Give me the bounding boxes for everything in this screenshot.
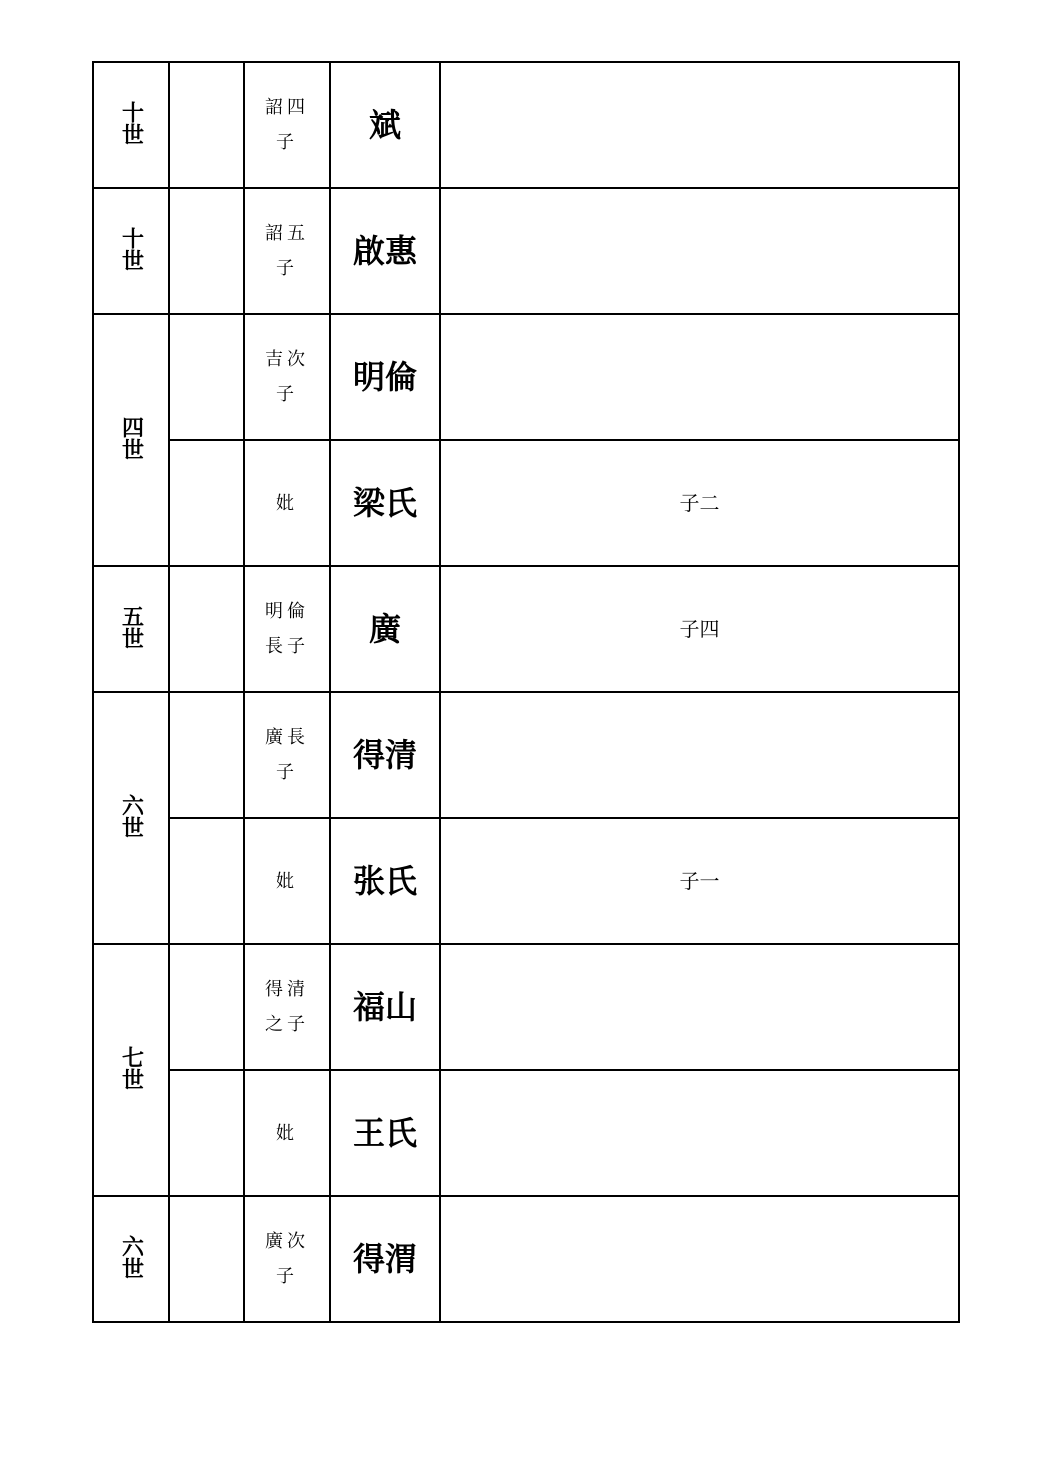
note-cell <box>440 1196 959 1322</box>
table-row <box>93 314 959 440</box>
generation-cell <box>93 314 169 566</box>
generation-label: 十世 <box>118 101 145 145</box>
blank-cell <box>169 314 244 440</box>
table-row <box>93 566 959 692</box>
relation-cell <box>244 1196 330 1322</box>
person-name: 福山 <box>352 988 417 1026</box>
relation-label: 妣 <box>276 1122 298 1144</box>
note-cell <box>440 314 959 440</box>
generation-cell <box>93 566 169 692</box>
name-cell <box>330 314 440 440</box>
relation-label: 吉次子 <box>265 349 309 405</box>
blank-cell <box>169 1070 244 1196</box>
relation-cell <box>244 566 330 692</box>
note-cell <box>440 440 959 566</box>
person-name: 斌 <box>368 106 401 144</box>
generation-label: 十世 <box>118 227 145 271</box>
table-row <box>93 692 959 818</box>
blank-cell <box>169 1196 244 1322</box>
blank-cell <box>169 188 244 314</box>
generation-label: 五世 <box>118 605 145 649</box>
table-row <box>93 62 959 188</box>
table-row <box>93 1196 959 1322</box>
generation-label: 六世 <box>118 1235 145 1279</box>
relation-label: 妣 <box>276 870 298 892</box>
generation-label: 四世 <box>118 416 145 460</box>
generation-cell <box>93 1196 169 1322</box>
person-name: 张氏 <box>352 862 417 900</box>
note-text: 子二 <box>679 491 720 515</box>
relation-cell <box>244 1070 330 1196</box>
generation-label: 六世 <box>118 794 145 838</box>
note-cell <box>440 62 959 188</box>
relation-cell <box>244 692 330 818</box>
name-cell <box>330 692 440 818</box>
note-cell <box>440 944 959 1070</box>
person-name: 王氏 <box>352 1114 417 1152</box>
generation-cell <box>93 62 169 188</box>
relation-label: 廣次子 <box>265 1231 309 1287</box>
relation-label: 妣 <box>276 492 298 514</box>
name-cell <box>330 818 440 944</box>
person-name: 得渭 <box>352 1240 417 1278</box>
generation-cell <box>93 944 169 1196</box>
person-name: 得清 <box>352 736 417 774</box>
relation-label: 詔五子 <box>265 223 309 279</box>
name-cell <box>330 188 440 314</box>
note-cell <box>440 188 959 314</box>
name-cell <box>330 1070 440 1196</box>
generation-label: 七世 <box>118 1046 145 1090</box>
relation-cell <box>244 440 330 566</box>
blank-cell <box>169 62 244 188</box>
name-cell <box>330 944 440 1070</box>
name-cell <box>330 440 440 566</box>
blank-cell <box>169 818 244 944</box>
relation-cell <box>244 314 330 440</box>
name-cell <box>330 1196 440 1322</box>
blank-cell <box>169 566 244 692</box>
relation-label: 得清之子 <box>265 979 309 1035</box>
generation-cell <box>93 692 169 944</box>
relation-label: 詔四子 <box>265 97 309 153</box>
table-row <box>93 944 959 1070</box>
person-name: 明倫 <box>352 358 417 396</box>
note-cell <box>440 566 959 692</box>
note-cell <box>440 692 959 818</box>
relation-cell <box>244 818 330 944</box>
genealogy-table <box>92 61 960 1323</box>
relation-label: 明倫長子 <box>265 601 309 657</box>
person-name: 梁氏 <box>352 484 417 522</box>
blank-cell <box>169 944 244 1070</box>
relation-cell <box>244 188 330 314</box>
note-text: 子四 <box>679 617 720 641</box>
relation-cell <box>244 944 330 1070</box>
name-cell <box>330 566 440 692</box>
blank-cell <box>169 440 244 566</box>
note-cell <box>440 818 959 944</box>
generation-cell <box>93 188 169 314</box>
relation-label: 廣長子 <box>265 727 309 783</box>
table-row <box>93 818 959 944</box>
person-name: 廣 <box>368 610 401 648</box>
name-cell <box>330 62 440 188</box>
table-row <box>93 1070 959 1196</box>
note-cell <box>440 1070 959 1196</box>
blank-cell <box>169 692 244 818</box>
relation-cell <box>244 62 330 188</box>
note-text: 子一 <box>679 869 720 893</box>
table-row <box>93 188 959 314</box>
person-name: 啟惠 <box>352 232 417 270</box>
table-row <box>93 440 959 566</box>
